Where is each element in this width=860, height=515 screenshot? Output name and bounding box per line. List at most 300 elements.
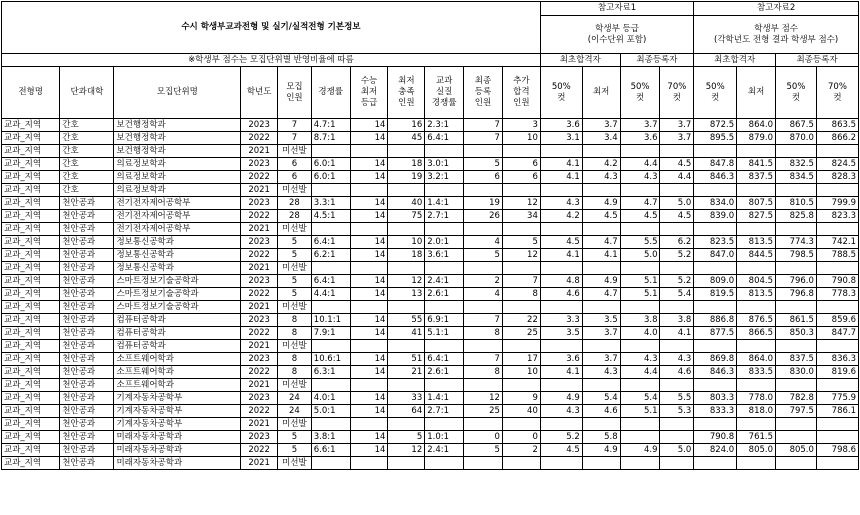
table-cell: 컴퓨터공학과 xyxy=(114,340,241,353)
table-cell: 869.8 xyxy=(694,353,737,366)
table-cell: 4.1 xyxy=(582,249,620,262)
header-year: 학년도 xyxy=(241,67,278,119)
table-cell: 교과_지역 xyxy=(2,457,60,470)
table-cell: 보건행정학과 xyxy=(114,145,241,158)
table-cell: 14 xyxy=(350,288,388,301)
table-cell: 810.5 xyxy=(776,197,817,210)
table-cell xyxy=(311,262,350,275)
table-cell xyxy=(350,379,388,392)
table-cell xyxy=(660,340,694,353)
header-college: 단과대학 xyxy=(60,67,114,119)
table-cell: 천안공과 xyxy=(60,301,114,314)
table-cell: 미선발 xyxy=(278,262,312,275)
table-cell: 교과_지역 xyxy=(2,379,60,392)
table-cell: 천안공과 xyxy=(60,275,114,288)
table-cell: 2021 xyxy=(241,340,278,353)
table-cell: 2023 xyxy=(241,392,278,405)
table-cell: 2022 xyxy=(241,288,278,301)
table-cell: 778.0 xyxy=(737,392,776,405)
table-cell: 4.3 xyxy=(620,353,660,366)
table-row xyxy=(2,145,859,158)
table-cell: 8 xyxy=(278,314,312,327)
table-cell: 전기전자제어공학부 xyxy=(114,210,241,223)
table-cell xyxy=(620,145,660,158)
table-cell: 798.6 xyxy=(816,444,858,457)
table-cell: 823.3 xyxy=(816,210,858,223)
table-cell: 799.9 xyxy=(816,197,858,210)
table-cell: 5.5 xyxy=(620,236,660,249)
header-ref2-final-70: 70% 컷 xyxy=(816,67,858,119)
table-cell: 40 xyxy=(388,197,425,210)
table-cell: 교과_지역 xyxy=(2,392,60,405)
table-cell xyxy=(502,223,540,236)
table-cell: 6.2 xyxy=(660,236,694,249)
table-cell: 774.3 xyxy=(776,236,817,249)
table-cell: 4.3 xyxy=(540,197,582,210)
table-cell: 천안공과 xyxy=(60,431,114,444)
table-cell: 천안공과 xyxy=(60,249,114,262)
table-cell: 3.6 xyxy=(540,119,582,132)
table-cell: 790.8 xyxy=(816,275,858,288)
table-cell: 8 xyxy=(278,366,312,379)
table-cell xyxy=(660,301,694,314)
table-cell: 2.4:1 xyxy=(425,444,464,457)
table-cell: 4.9 xyxy=(540,392,582,405)
ref2-title: 참고자료2 xyxy=(694,2,859,16)
table-cell xyxy=(540,301,582,314)
table-cell: 6.4:1 xyxy=(311,236,350,249)
table-cell: 828.3 xyxy=(816,171,858,184)
table-cell xyxy=(694,223,737,236)
table-cell xyxy=(694,262,737,275)
table-cell xyxy=(502,262,540,275)
table-cell: 864.0 xyxy=(737,353,776,366)
table-cell xyxy=(776,262,817,275)
table-cell: 4.0:1 xyxy=(311,392,350,405)
table-cell: 4.1 xyxy=(540,158,582,171)
table-cell: 스마트정보기술공학과 xyxy=(114,275,241,288)
table-cell xyxy=(816,431,858,444)
table-cell: 22 xyxy=(502,314,540,327)
table-cell: 3.6 xyxy=(620,132,660,145)
header-ref1-final-70: 70% 컷 xyxy=(660,67,694,119)
table-cell: 5 xyxy=(278,249,312,262)
table-cell: 5.1 xyxy=(620,288,660,301)
table-cell xyxy=(425,418,464,431)
table-cell xyxy=(660,457,694,470)
table-cell xyxy=(582,262,620,275)
table-cell xyxy=(464,145,503,158)
table-cell: 12 xyxy=(502,197,540,210)
table-cell: 8 xyxy=(278,327,312,340)
table-cell: 교과_지역 xyxy=(2,119,60,132)
ref1-title: 참고자료1 xyxy=(540,2,693,16)
table-cell: 1.0:1 xyxy=(425,431,464,444)
table-cell: 4.5 xyxy=(540,444,582,457)
table-cell: 4.7:1 xyxy=(311,119,350,132)
table-cell: 837.5 xyxy=(776,353,817,366)
table-cell: 4.4 xyxy=(620,158,660,171)
table-cell: 4.7 xyxy=(582,236,620,249)
table-cell xyxy=(311,301,350,314)
table-cell xyxy=(502,145,540,158)
table-cell: 4.5 xyxy=(540,236,582,249)
table-cell: 18 xyxy=(388,158,425,171)
table-cell: 교과_지역 xyxy=(2,405,60,418)
table-cell: 교과_지역 xyxy=(2,275,60,288)
table-cell xyxy=(694,340,737,353)
table-cell: 미선발 xyxy=(278,184,312,197)
table-cell xyxy=(502,379,540,392)
table-cell: 4.4:1 xyxy=(311,288,350,301)
table-cell: 859.6 xyxy=(816,314,858,327)
table-cell: 4.1 xyxy=(540,171,582,184)
table-cell: 3.7 xyxy=(660,132,694,145)
table-cell: 7 xyxy=(464,132,503,145)
table-cell: 4.5 xyxy=(582,210,620,223)
table-cell: 14 xyxy=(350,210,388,223)
table-cell: 2022 xyxy=(241,210,278,223)
table-cell: 기계자동차공학부 xyxy=(114,418,241,431)
table-cell: 761.5 xyxy=(737,431,776,444)
table-row xyxy=(2,418,859,431)
table-cell: 기계자동차공학부 xyxy=(114,405,241,418)
table-cell: 정보통신공학과 xyxy=(114,236,241,249)
table-cell: 5.4 xyxy=(620,392,660,405)
table-cell xyxy=(620,262,660,275)
table-cell: 13 xyxy=(388,288,425,301)
table-cell: 2022 xyxy=(241,249,278,262)
table-cell xyxy=(816,457,858,470)
table-cell xyxy=(350,418,388,431)
table-cell: 824.5 xyxy=(816,158,858,171)
table-cell: 4.3 xyxy=(540,405,582,418)
table-cell xyxy=(620,379,660,392)
table-cell: 5.0 xyxy=(620,249,660,262)
table-cell: 2023 xyxy=(241,275,278,288)
table-cell: 14 xyxy=(350,405,388,418)
table-cell: 천안공과 xyxy=(60,353,114,366)
table-cell xyxy=(582,223,620,236)
table-cell: 교과_지역 xyxy=(2,431,60,444)
table-cell: 6 xyxy=(464,171,503,184)
header-ref2-first-low: 최저 xyxy=(737,67,776,119)
table-row xyxy=(2,184,859,197)
table-cell xyxy=(620,301,660,314)
table-cell xyxy=(540,262,582,275)
table-cell: 보건행정학과 xyxy=(114,119,241,132)
table-cell xyxy=(540,145,582,158)
table-cell: 1.4:1 xyxy=(425,197,464,210)
table-row xyxy=(2,340,859,353)
table-cell: 교과_지역 xyxy=(2,353,60,366)
table-row xyxy=(2,210,859,223)
table-cell: 4.9 xyxy=(620,444,660,457)
table-cell: 7 xyxy=(278,119,312,132)
table-cell: 2021 xyxy=(241,418,278,431)
table-cell xyxy=(350,145,388,158)
table-cell: 2.6:1 xyxy=(425,288,464,301)
table-cell: 5.0 xyxy=(660,197,694,210)
table-cell: 2021 xyxy=(241,184,278,197)
table-cell: 4.3 xyxy=(582,171,620,184)
table-cell xyxy=(582,379,620,392)
table-cell: 45 xyxy=(388,132,425,145)
table-cell xyxy=(425,262,464,275)
table-cell xyxy=(660,223,694,236)
table-cell: 864.0 xyxy=(737,119,776,132)
table-cell xyxy=(540,184,582,197)
table-cell: 5.2 xyxy=(660,249,694,262)
table-cell: 천안공과 xyxy=(60,457,114,470)
table-cell: 847.7 xyxy=(816,327,858,340)
table-cell: 4.5 xyxy=(660,158,694,171)
table-row xyxy=(2,444,859,457)
table-cell: 866.5 xyxy=(737,327,776,340)
table-cell: 8 xyxy=(278,353,312,366)
table-cell xyxy=(816,340,858,353)
table-cell xyxy=(816,145,858,158)
table-cell: 교과_지역 xyxy=(2,301,60,314)
table-cell xyxy=(660,431,694,444)
table-cell: 14 xyxy=(350,392,388,405)
table-cell: 소프트웨어학과 xyxy=(114,353,241,366)
table-cell: 833.5 xyxy=(737,366,776,379)
table-cell xyxy=(694,379,737,392)
table-cell: 834.0 xyxy=(694,197,737,210)
table-cell xyxy=(464,379,503,392)
table-cell: 28 xyxy=(278,197,312,210)
table-cell: 미래자동차공학과 xyxy=(114,457,241,470)
table-cell: 2023 xyxy=(241,353,278,366)
table-row xyxy=(2,379,859,392)
score-note: ※학생부 점수는 모집단위별 반영비율에 따름 xyxy=(2,54,541,67)
table-cell: 미선발 xyxy=(278,418,312,431)
table-cell: 847.8 xyxy=(694,158,737,171)
table-cell: 스마트정보기술공학과 xyxy=(114,301,241,314)
table-row xyxy=(2,431,859,444)
table-cell: 6 xyxy=(502,158,540,171)
table-row xyxy=(2,236,859,249)
table-cell: 804.5 xyxy=(737,275,776,288)
table-row xyxy=(2,275,859,288)
table-cell: 소프트웨어학과 xyxy=(114,379,241,392)
table-cell: 4.3 xyxy=(582,366,620,379)
table-cell: 26 xyxy=(464,210,503,223)
table-cell: 4.9 xyxy=(582,444,620,457)
table-cell: 2023 xyxy=(241,119,278,132)
table-cell: 14 xyxy=(350,327,388,340)
table-cell: 6 xyxy=(502,171,540,184)
table-cell: 796.0 xyxy=(776,275,817,288)
table-cell xyxy=(660,262,694,275)
table-row xyxy=(2,171,859,184)
table-cell: 34 xyxy=(502,210,540,223)
table-cell xyxy=(388,262,425,275)
table-cell: 7 xyxy=(464,353,503,366)
table-cell xyxy=(350,262,388,275)
table-cell: 간호 xyxy=(60,119,114,132)
table-cell: 4.3 xyxy=(660,353,694,366)
table-cell: 866.2 xyxy=(816,132,858,145)
table-cell: 정보통신공학과 xyxy=(114,249,241,262)
table-cell xyxy=(737,223,776,236)
table-cell: 3.3 xyxy=(540,314,582,327)
table-cell: 21 xyxy=(388,366,425,379)
table-cell: 886.8 xyxy=(694,314,737,327)
table-cell: 간호 xyxy=(60,145,114,158)
table-cell: 3.6 xyxy=(540,353,582,366)
table-cell xyxy=(776,431,817,444)
table-cell xyxy=(388,301,425,314)
table-cell: 6.9:1 xyxy=(425,314,464,327)
table-cell: 교과_지역 xyxy=(2,249,60,262)
table-cell: 천안공과 xyxy=(60,379,114,392)
ref2-desc: 학생부 점수 (각학년도 전형 결과 학생부 점수) xyxy=(694,16,859,54)
table-cell: 2023 xyxy=(241,236,278,249)
header-unit: 모집단위명 xyxy=(114,67,241,119)
table-cell xyxy=(388,340,425,353)
table-cell: 교과_지역 xyxy=(2,327,60,340)
table-cell xyxy=(620,418,660,431)
table-cell xyxy=(582,340,620,353)
table-cell: 14 xyxy=(350,249,388,262)
table-cell: 879.0 xyxy=(737,132,776,145)
table-cell xyxy=(425,223,464,236)
table-cell xyxy=(311,379,350,392)
header-min: 수능 최저 등급 xyxy=(350,67,388,119)
table-cell xyxy=(694,145,737,158)
table-cell: 16 xyxy=(388,119,425,132)
table-row xyxy=(2,262,859,275)
header-quota: 모집 인원 xyxy=(278,67,312,119)
table-cell: 기계자동차공학부 xyxy=(114,392,241,405)
table-cell: 850.3 xyxy=(776,327,817,340)
table-cell: 6.4:1 xyxy=(425,353,464,366)
table-cell: 14 xyxy=(350,366,388,379)
table-cell: 55 xyxy=(388,314,425,327)
table-cell: 10.1:1 xyxy=(311,314,350,327)
table-cell: 863.5 xyxy=(816,119,858,132)
table-cell: 천안공과 xyxy=(60,314,114,327)
table-cell: 788.5 xyxy=(816,249,858,262)
table-cell xyxy=(776,379,817,392)
table-cell: 28 xyxy=(278,210,312,223)
table-cell: 832.5 xyxy=(776,158,817,171)
table-cell: 6 xyxy=(278,158,312,171)
table-row xyxy=(2,158,859,171)
table-cell: 41 xyxy=(388,327,425,340)
table-cell: 2021 xyxy=(241,262,278,275)
table-cell: 6 xyxy=(278,171,312,184)
table-cell: 2021 xyxy=(241,223,278,236)
table-cell: 교과_지역 xyxy=(2,366,60,379)
table-cell xyxy=(540,223,582,236)
table-cell xyxy=(776,184,817,197)
header-ref1-final-50: 50% 컷 xyxy=(620,67,660,119)
table-cell: 미래자동차공학과 xyxy=(114,444,241,457)
table-cell: 10 xyxy=(502,366,540,379)
table-cell: 교과_지역 xyxy=(2,210,60,223)
table-cell: 5.1 xyxy=(620,405,660,418)
table-cell xyxy=(425,379,464,392)
table-row xyxy=(2,197,859,210)
table-cell: 839.0 xyxy=(694,210,737,223)
table-cell: 4.4 xyxy=(660,171,694,184)
table-cell: 컴퓨터공학과 xyxy=(114,314,241,327)
table-cell: 2 xyxy=(464,275,503,288)
table-cell: 841.5 xyxy=(737,158,776,171)
table-cell xyxy=(464,418,503,431)
table-cell xyxy=(464,457,503,470)
header-final-reg: 최종 등록 인원 xyxy=(464,67,503,119)
table-cell: 2022 xyxy=(241,171,278,184)
header-min-met: 최저 충족 인원 xyxy=(388,67,425,119)
table-cell xyxy=(737,340,776,353)
table-cell xyxy=(350,457,388,470)
table-cell: 미래자동차공학과 xyxy=(114,431,241,444)
table-cell: 2021 xyxy=(241,301,278,314)
table-cell: 12 xyxy=(388,275,425,288)
table-cell: 824.0 xyxy=(694,444,737,457)
table-cell: 3.5 xyxy=(582,314,620,327)
table-cell xyxy=(350,301,388,314)
table-cell: 876.5 xyxy=(737,314,776,327)
table-cell: 8 xyxy=(502,288,540,301)
table-cell: 5 xyxy=(278,236,312,249)
table-cell: 5.1:1 xyxy=(425,327,464,340)
table-cell: 33 xyxy=(388,392,425,405)
table-cell xyxy=(776,223,817,236)
table-cell: 전기전자제어공학부 xyxy=(114,223,241,236)
table-cell xyxy=(737,262,776,275)
table-cell: 51 xyxy=(388,353,425,366)
table-row xyxy=(2,301,859,314)
table-cell: 2021 xyxy=(241,379,278,392)
table-cell: 6.0:1 xyxy=(311,171,350,184)
table-cell: 830.0 xyxy=(776,366,817,379)
table-cell: 의료정보학과 xyxy=(114,158,241,171)
table-cell: 4.4 xyxy=(620,366,660,379)
table-cell: 교과_지역 xyxy=(2,197,60,210)
table-cell: 14 xyxy=(350,353,388,366)
table-cell: 6.2:1 xyxy=(311,249,350,262)
table-cell: 805.0 xyxy=(776,444,817,457)
table-cell: 미선발 xyxy=(278,457,312,470)
table-cell: 837.5 xyxy=(737,171,776,184)
table-cell: 833.3 xyxy=(694,405,737,418)
table-cell xyxy=(582,145,620,158)
table-cell: 6.4:1 xyxy=(425,132,464,145)
table-cell: 4.5 xyxy=(660,210,694,223)
table-cell: 5 xyxy=(278,288,312,301)
table-cell: 3 xyxy=(502,119,540,132)
table-cell: 0 xyxy=(502,431,540,444)
table-cell: 2.4:1 xyxy=(425,275,464,288)
table-cell: 5 xyxy=(464,249,503,262)
table-row xyxy=(2,249,859,262)
table-cell: 전기전자제어공학부 xyxy=(114,197,241,210)
table-cell: 778.3 xyxy=(816,288,858,301)
table-cell: 5.5 xyxy=(660,392,694,405)
table-cell xyxy=(582,457,620,470)
table-cell: 7 xyxy=(278,132,312,145)
table-cell xyxy=(540,379,582,392)
table-cell: 813.5 xyxy=(737,288,776,301)
table-cell: 천안공과 xyxy=(60,366,114,379)
table-row xyxy=(2,288,859,301)
table-cell: 846.3 xyxy=(694,171,737,184)
